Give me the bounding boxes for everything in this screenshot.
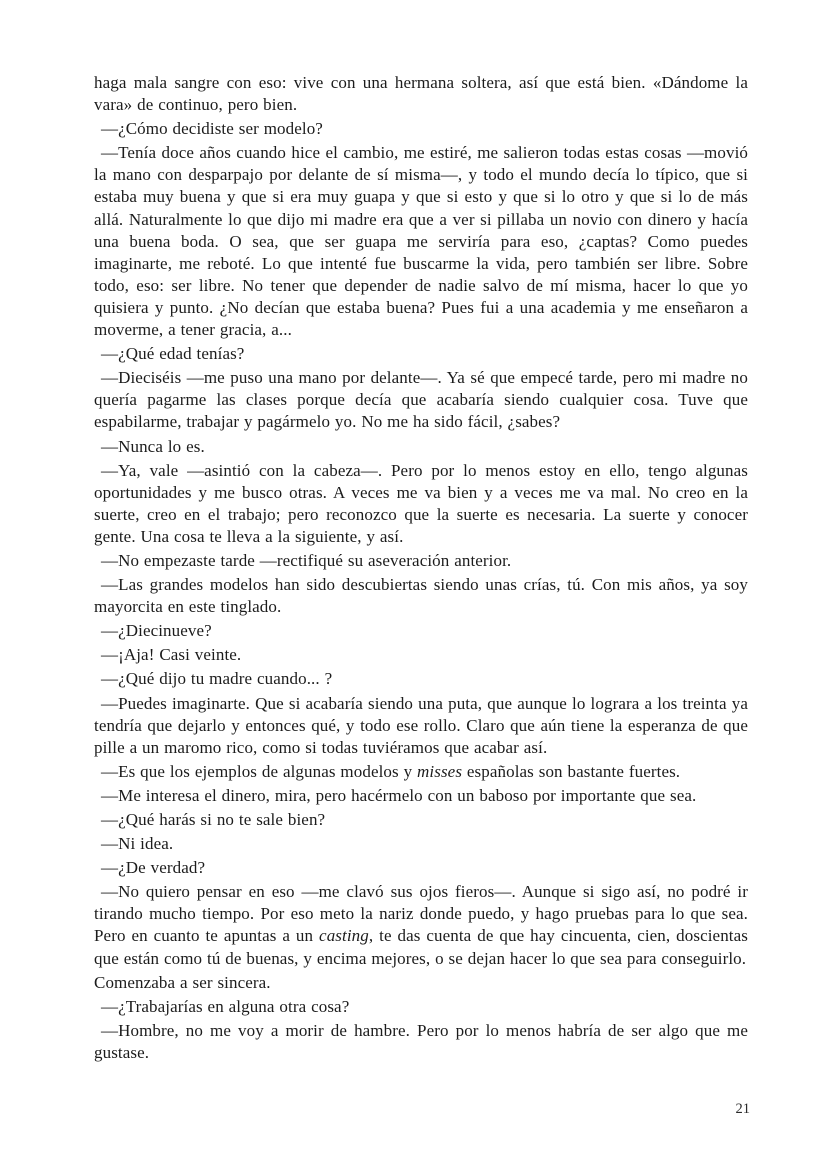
paragraph <box>94 118 748 140</box>
text-segment: —Ya, vale —asintió con la cabeza—. Pero por lo menos estoy en ello, tengo algunas oportunidades y me busco otras. A veces me va bien y a veces me va mal. No creo en la suerte, creo en el trabajo; pero reconozco que la suerte es necesaria. La suerte y conocer gente. Una cosa te lleva a la siguiente, y así. <box>94 460 748 546</box>
text-segment: —No quiero pensar en eso —me clavó sus ojos fieros—. Aunque si sigo así, no podré ir tirando mucho tiempo. Por eso meto la nariz donde puedo, y hago pruebas para lo que sea. Pero en cuanto te apuntas a un <box>94 882 748 946</box>
paragraph <box>94 693 748 759</box>
paragraph <box>94 367 748 433</box>
text-segment: —No empezaste tarde —rectifiqué su aseveración anterior. <box>101 550 512 570</box>
text-segment: españolas son bastante fuertes. <box>462 761 681 781</box>
paragraph <box>94 1020 748 1064</box>
text-segment: —Ni idea. <box>101 834 174 854</box>
text-segment: —¿Qué edad tenías? <box>101 344 245 364</box>
text-segment: Comenzaba a ser sincera. <box>94 972 271 992</box>
paragraph <box>94 460 748 548</box>
paragraph <box>94 833 748 855</box>
paragraph <box>94 972 748 994</box>
paragraph <box>94 343 748 365</box>
text-segment: —¿Diecinueve? <box>101 621 212 641</box>
paragraph <box>94 785 748 807</box>
text-segment: haga mala sangre con eso: vive con una hermana soltera, así que está bien. «Dándome la vara» de continuo, pero bien. <box>94 73 748 115</box>
text-segment: —¿Qué dijo tu madre cuando... ? <box>101 669 333 689</box>
paragraph <box>94 881 748 969</box>
italic-text-segment: casting <box>319 926 369 946</box>
page-number: 21 <box>735 1101 750 1117</box>
text-segment: —¿De verdad? <box>101 858 206 878</box>
paragraph <box>94 668 748 690</box>
text-segment: —¿Cómo decidiste ser modelo? <box>101 119 323 139</box>
text-segment: —¿Qué harás si no te sale bien? <box>101 810 326 829</box>
text-segment: —¡Aja! Casi veinte. <box>101 645 242 665</box>
text-segment: —Es que los ejemplos de algunas modelos y <box>101 761 418 781</box>
text-segment: —Nunca lo es. <box>101 436 205 456</box>
paragraph <box>94 809 748 831</box>
paragraph <box>94 142 748 341</box>
paragraph <box>94 550 748 572</box>
text-segment: —Dieciséis —me puso una mano por delante—. Ya sé que empecé tarde, pero mi madre no quería pagarme las clases porque decía que acabaría siendo cualquier cosa. Tuve que espabilarme, trabajar y pagármelo yo. No me ha sido fácil, ¿sabes? <box>94 368 748 432</box>
text-segment: —Las grandes modelos han sido descubiertas siendo unas crías, tú. Con mis años, ya soy mayorcita en este tinglado. <box>94 575 748 617</box>
text-segment: —Tenía doce años cuando hice el cambio, me estiré, me salieron todas estas cosas —movió la mano con desparpajo por delante de sí misma—, y todo el mundo decía lo típico, que si estaba muy buena y que si era muy guapa y que si esto y que si lo otro y que si lo de más allá. Naturalmente lo que dijo mi madre era que a ver si pillaba un novio con dinero y hacía una buena boda. O sea, que ser guapa me serviría para eso, ¿captas? Como puedes imaginarte, me reboté. Lo que intenté fue buscarme la vida, pero también ser libre. Sobre todo, eso: ser libre. No tener que depender de nadie salvo de mí misma, hacer lo que yo quisiera y punto. ¿No decían que estaba buena? Pues fui a una academia y me enseñaron a moverme, a tener gracia, a... <box>94 143 748 340</box>
paragraph <box>94 620 748 642</box>
text-segment: —Me interesa el dinero, mira, pero hacérmelo con un baboso por importante que sea. <box>101 785 697 805</box>
paragraph <box>94 644 748 666</box>
paragraph <box>94 574 748 618</box>
text-segment: —Hombre, no me voy a morir de hambre. Pero por lo menos habría de ser algo que me gustase. <box>94 1020 748 1062</box>
paragraph <box>94 436 748 458</box>
text-segment: —¿Trabajarías en alguna otra cosa? <box>101 996 350 1016</box>
page-text <box>94 72 748 1064</box>
text-segment: , te das cuenta de que hay cincuenta, cien, doscientas que están como tú de buenas, y encima mejores, o se dejan hacer lo que sea para conseguirlo. <box>94 926 748 968</box>
paragraph <box>94 761 748 783</box>
italic-text-segment: misses <box>417 761 463 781</box>
paragraph <box>94 72 748 116</box>
paragraph <box>94 857 748 879</box>
paragraph <box>94 996 748 1018</box>
text-segment: —Puedes imaginarte. Que si acabaría siendo una puta, que aunque lo lograra a los treinta ya tendría que dejarlo y entonces qué, y todo ese rollo. Claro que aún tiene la esperanza de que pille a un maromo rico, como si todas tuviéramos que acabar así. <box>94 693 748 757</box>
